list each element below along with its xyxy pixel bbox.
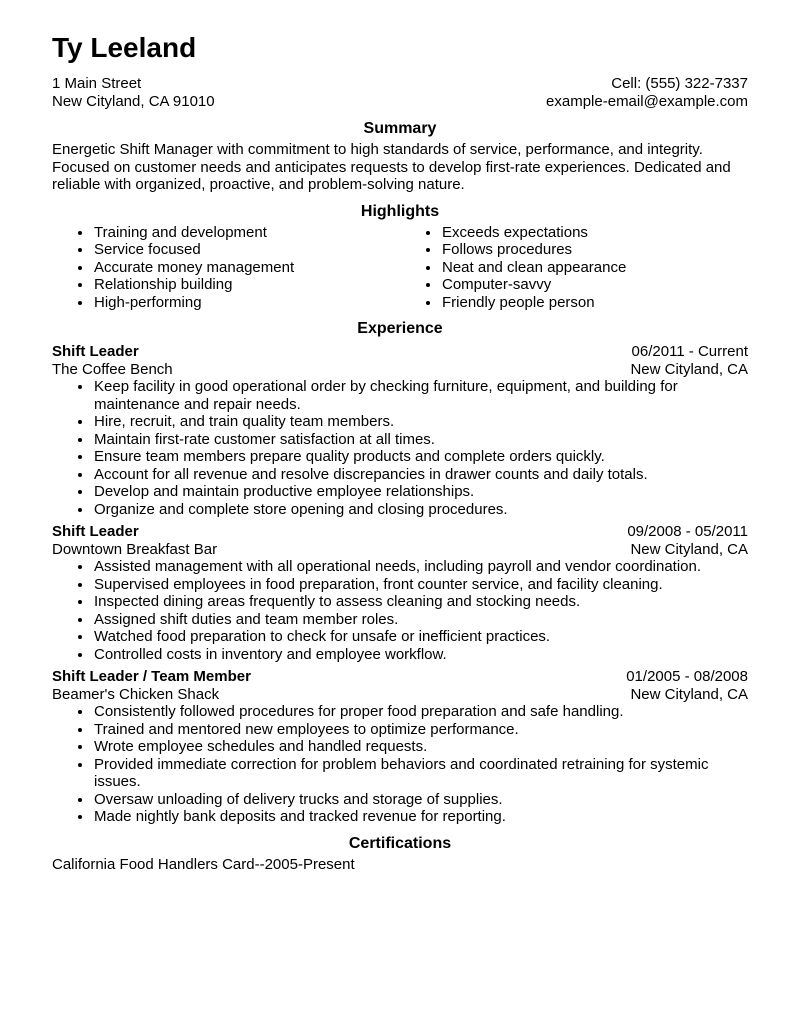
list-item: • Training and development (93, 224, 400, 242)
contact-info-block (546, 75, 748, 111)
list-item: • Provided immediate correction for problem behaviors and coordinated retraining for systemic issues. (93, 756, 748, 791)
job-bullet-list (52, 703, 748, 826)
contact-block (52, 75, 748, 111)
list-item: • Wrote employee schedules and handled requests. (93, 738, 748, 756)
list-item: • Neat and clean appearance (441, 259, 748, 277)
job-location: New Cityland, CA (630, 360, 748, 378)
list-item: • Watched food preparation to check for unsafe or inefficient practices. (93, 628, 748, 646)
phone-number: Cell: (555) 322-7337 (611, 75, 748, 92)
list-item: • Accurate money management (93, 259, 400, 277)
job-bullet-list (52, 558, 748, 663)
list-item: • Consistently followed procedures for proper food preparation and safe handling. (93, 703, 748, 721)
job-company-row (52, 686, 748, 704)
list-item: • High-performing (93, 294, 400, 312)
job-company: Beamer's Chicken Shack (52, 685, 220, 703)
list-item: • Made nightly bank deposits and tracked revenue for reporting. (93, 808, 748, 826)
list-item: • Organize and complete store opening and closing procedures. (93, 501, 748, 519)
job-company: The Coffee Bench (52, 360, 173, 378)
list-item: • Exceeds expectations (441, 224, 748, 242)
list-item: • Inspected dining areas frequently to assess cleaning and stocking needs. (93, 593, 748, 611)
job-title: Shift Leader (52, 343, 139, 360)
job-company-row (52, 541, 748, 559)
job-title: Shift Leader / Team Member (52, 668, 251, 685)
job-company-row (52, 361, 748, 379)
list-item: • Keep facility in good operational order by checking furniture, equipment, and building for maintenance and repair needs. (93, 378, 748, 413)
job-dates: 09/2008 - 05/2011 (627, 523, 748, 540)
job-dates: 01/2005 - 08/2008 (626, 668, 748, 685)
address-block (52, 75, 215, 111)
list-item: • Supervised employees in food preparation, front counter service, and facility cleaning. (93, 576, 748, 594)
job-title-row (52, 668, 748, 686)
address-line-2: New Cityland, CA 91010 (52, 93, 215, 110)
summary-heading: Summary (363, 120, 437, 137)
highlights-right-column (400, 224, 748, 312)
list-item: • Develop and maintain productive employee relationships. (93, 483, 748, 501)
job-entry (52, 668, 748, 826)
highlights-left-list (52, 224, 400, 312)
highlights-columns (52, 224, 748, 312)
experience-heading: Experience (357, 320, 443, 337)
list-item: • Controlled costs in inventory and employee workflow. (93, 646, 748, 664)
highlights-heading: Highlights (360, 202, 440, 220)
list-item: • Assigned shift duties and team member roles. (93, 611, 748, 629)
job-title-row (52, 343, 748, 361)
summary-text: Energetic Shift Manager with commitment to high standards of service, performance, and integrity. Focused on customer needs and anticipates requests to develop first-rate experiences. Dedicated and reliable with organized, proactive, and problem-solving nature. (52, 141, 731, 193)
list-item: • Maintain first-rate customer satisfaction at all times. (93, 431, 748, 449)
list-item: • Trained and mentored new employees to optimize performance. (93, 721, 748, 739)
list-item: • Relationship building (93, 276, 400, 294)
job-bullet-list (52, 378, 748, 518)
job-dates: 06/2011 - Current (631, 343, 748, 360)
certification-item: California Food Handlers Card--2005-Present (52, 855, 355, 873)
highlights-left-column (52, 224, 400, 312)
job-title-row (52, 523, 748, 541)
job-title: Shift Leader (52, 523, 139, 540)
list-item: • Account for all revenue and resolve discrepancies in drawer counts and daily totals. (93, 466, 748, 484)
list-item: • Friendly people person (441, 294, 748, 312)
list-item: • Service focused (93, 241, 400, 259)
job-location: New Cityland, CA (630, 540, 748, 558)
list-item: • Follows procedures (441, 241, 748, 259)
highlights-right-list (400, 224, 748, 312)
list-item: • Oversaw unloading of delivery trucks and storage of supplies. (93, 791, 748, 809)
job-entry (52, 523, 748, 663)
list-item: • Hire, recruit, and train quality team members. (93, 413, 748, 431)
job-entry (52, 343, 748, 518)
candidate-name: Ty Leeland (52, 32, 197, 63)
email-address: example-email@example.com (546, 93, 748, 110)
job-company: Downtown Breakfast Bar (52, 540, 218, 558)
address-line-1: 1 Main Street (52, 75, 142, 92)
list-item: • Ensure team members prepare quality products and complete orders quickly. (93, 448, 748, 466)
job-location: New Cityland, CA (630, 685, 748, 703)
list-item: • Assisted management with all operational needs, including payroll and vendor coordination. (93, 558, 748, 576)
certifications-heading: Certifications (348, 834, 452, 852)
list-item: • Computer-savvy (441, 276, 748, 294)
